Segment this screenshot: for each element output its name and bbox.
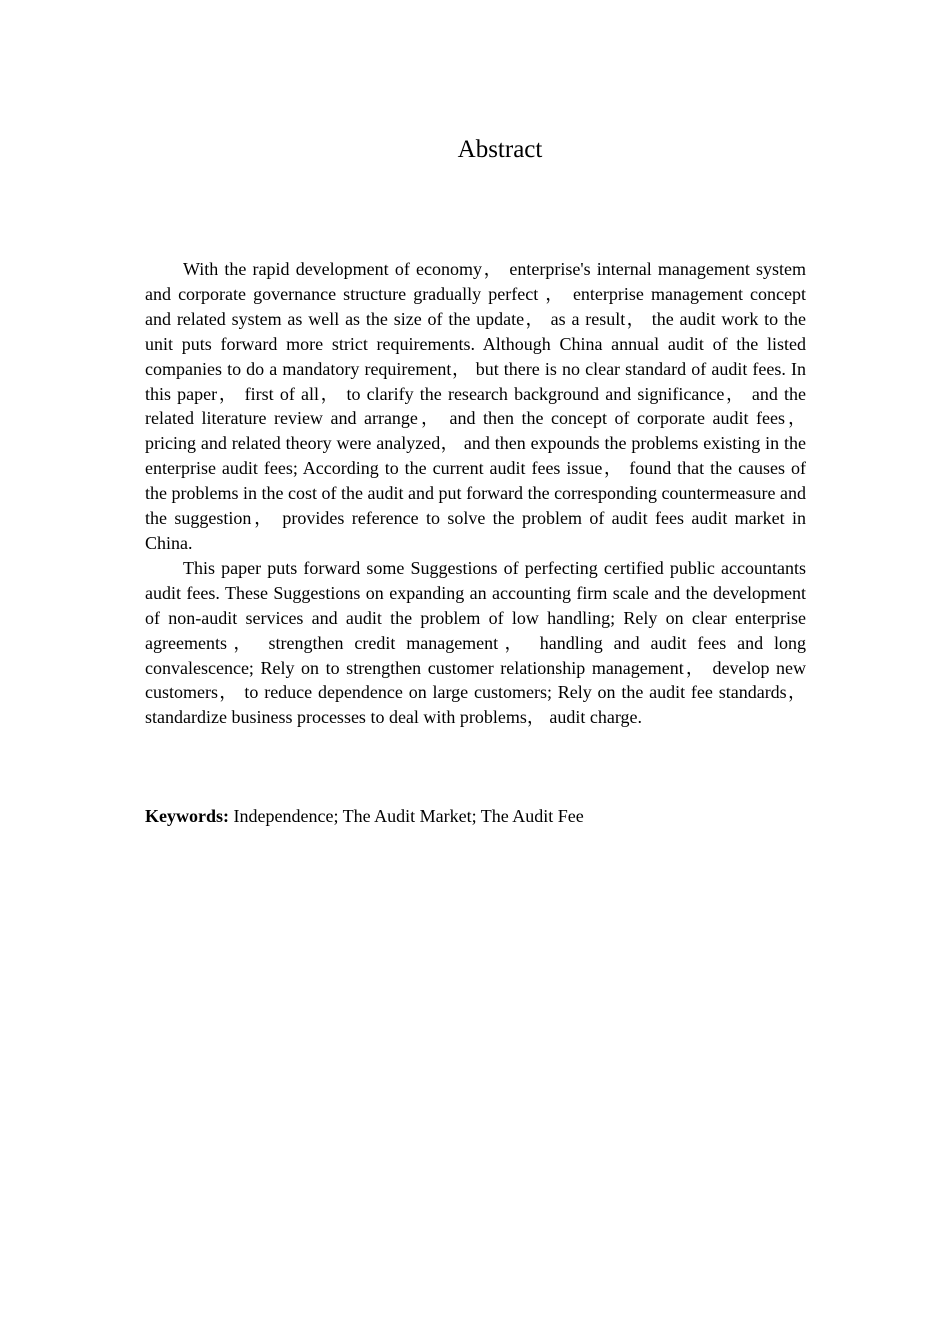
abstract-paragraph: With the rapid development of economy， enterprise's internal management system and corporate governance structure gradually perfect ， enterprise management concept and related system as well as the size of the update， as a result， the audit work to the unit puts forward more strict requirements. Although China annual audit of the listed companies to do a mandatory requirement， but there is no clear standard of audit fees. In this paper， first of all， to clarify the research background and significance， and the related literature review and arrange， and then the concept of corporate audit fees， pricing and related theory were analyzed， and then expounds the problems existing in the enterprise audit fees; According to the current audit fees issue， found that the causes of the problems in the cost of the audit and put forward the corresponding countermeasure and the suggestion， provides reference to solve the problem of audit fees audit market in China. <box>145 259 806 553</box>
keywords-line <box>145 804 806 829</box>
abstract-body <box>145 257 806 730</box>
keywords-label: Keywords: <box>145 806 229 826</box>
keywords-text: Independence; The Audit Market; The Audit Fee <box>233 806 584 826</box>
page-title: Abstract <box>457 136 543 163</box>
abstract-paragraph: This paper puts forward some Suggestions of perfecting certified public accountants audit fees. These Suggestions on expanding an accounting firm scale and the development of non-audit services and audit the problem of low handling; Rely on clear enterprise agreements， strengthen credit management， handling and audit fees and long convalescence; Rely on to strengthen customer relationship management， develop new customers， to reduce dependence on large customers; Rely on the audit fee standards， standardize business processes to deal with problems， audit charge. <box>145 557 806 728</box>
